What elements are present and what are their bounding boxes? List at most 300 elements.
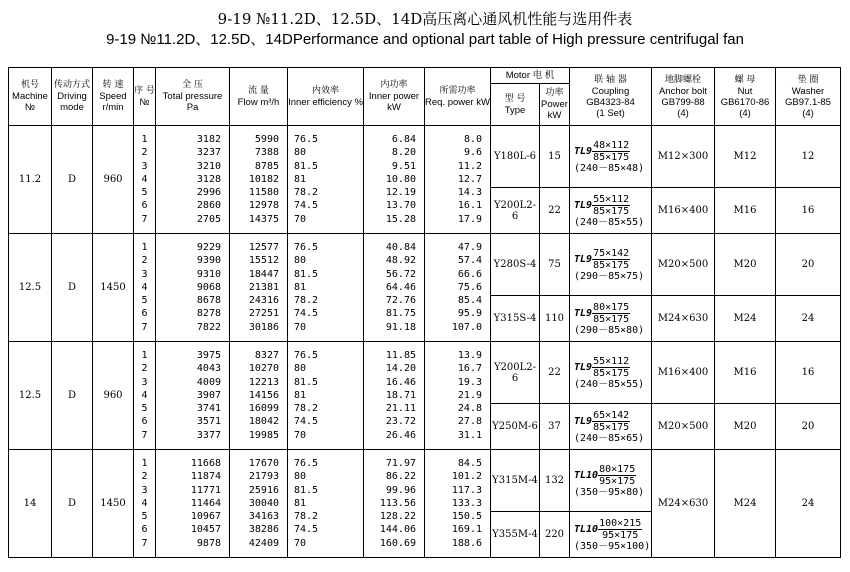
header-flow: 流 量 Flow m³/h (230, 68, 288, 126)
list-item: 7 (141, 429, 148, 441)
list-item: 70 (294, 321, 307, 333)
list-item: 3741 (196, 403, 221, 415)
list-item: 5990 (254, 134, 279, 146)
list-item: 2 (141, 363, 148, 375)
coupling-fraction (592, 302, 630, 325)
motor-power: 22 (540, 342, 570, 404)
list-item: 1 (141, 458, 148, 470)
list-item: 78.2 (294, 403, 319, 415)
header-coupling: 联 轴 器 Coupling GB4323-84 (1 Set) (570, 68, 652, 126)
list-item: 18447 (248, 268, 279, 280)
coupling-bore: (290－85×80) (574, 324, 645, 336)
list-item: 188.6 (451, 537, 482, 549)
list-item: 12.19 (385, 187, 416, 199)
list-item: 101.2 (451, 471, 482, 483)
header-inner-power: 内功率 Inner power kW (364, 68, 425, 126)
seq-list (134, 450, 156, 558)
list-item: 11.2 (457, 160, 482, 172)
list-item: 64.46 (385, 281, 416, 293)
header-machine: 机号 Machine № (9, 68, 52, 126)
list-item: 3 (141, 376, 148, 388)
speed: 960 (93, 342, 134, 450)
list-item: 17670 (248, 458, 279, 470)
motor-type: Y180L-6 (491, 126, 540, 188)
list-item: 76.5 (294, 458, 319, 470)
coupling-denominator: 85×175 (593, 205, 630, 217)
washer: 24 (776, 450, 841, 558)
washer: 20 (776, 404, 841, 450)
coupling-denominator: 85×175 (593, 259, 630, 271)
washer: 20 (776, 234, 841, 296)
list-item: 8.0 (463, 134, 482, 146)
list-item: 84.5 (457, 458, 482, 470)
list-item: 160.69 (379, 537, 416, 549)
flow-list (230, 234, 288, 342)
list-item: 42409 (248, 537, 279, 549)
list-item: 8.20 (391, 147, 416, 159)
list-item: 3 (141, 484, 148, 496)
anchor-bolt: M12×300 (652, 126, 715, 188)
list-item: 81 (294, 389, 307, 401)
motor-power: 37 (540, 404, 570, 450)
list-item: 76.5 (294, 242, 319, 254)
list-item: 3182 (196, 134, 221, 146)
list-item: 70 (294, 429, 307, 441)
driving-mode: D (52, 234, 93, 342)
coupling-numerator: 65×142 (593, 409, 630, 421)
list-item: 16.7 (457, 363, 482, 375)
header-total-pressure: 全 压 Total pressure Pa (156, 68, 230, 126)
anchor-bolt: M20×500 (652, 234, 715, 296)
seq-list (134, 234, 156, 342)
list-item: 150.5 (451, 511, 482, 523)
motor-type: Y250M-6 (491, 404, 540, 450)
list-item: 7 (141, 213, 148, 225)
list-item: 7 (141, 537, 148, 549)
header-motor-power: 功率 Power kW (540, 84, 570, 126)
list-item: 1 (141, 134, 148, 146)
list-item: 74.5 (294, 416, 319, 428)
coupling-code: TL9 (574, 145, 593, 157)
list-item: 12978 (248, 200, 279, 212)
list-item: 17.9 (457, 213, 482, 225)
list-item: 81.5 (294, 376, 319, 388)
list-item: 48.92 (385, 255, 416, 267)
list-item: 8785 (254, 160, 279, 172)
coupling-spec (570, 126, 652, 188)
list-item: 169.1 (451, 524, 482, 536)
list-item: 27251 (248, 308, 279, 320)
coupling-denominator: 95×175 (602, 529, 639, 541)
nut: M20 (715, 404, 776, 450)
list-item: 11.85 (385, 350, 416, 362)
header-nut: 螺 母 Nut GB6170-86 (4) (715, 68, 776, 126)
list-item: 21.9 (457, 389, 482, 401)
list-item: 81.75 (385, 308, 416, 320)
anchor-bolt: M20×500 (652, 404, 715, 450)
list-item: 75.6 (457, 281, 482, 293)
coupling-code: TL9 (574, 415, 593, 427)
nut: M24 (715, 450, 776, 558)
coupling-bore: (290－85×75) (574, 270, 645, 282)
list-item: 40.84 (385, 242, 416, 254)
coupling-code: TL9 (574, 199, 593, 211)
list-item: 5 (141, 187, 148, 199)
coupling-bore: (240－85×65) (574, 432, 645, 444)
table-body (9, 126, 841, 558)
motor-type: Y315S-4 (491, 296, 540, 342)
list-item: 16.46 (385, 376, 416, 388)
list-item: 6.84 (391, 134, 416, 146)
washer: 24 (776, 296, 841, 342)
motor-power: 132 (540, 450, 570, 512)
anchor-bolt: M24×630 (652, 296, 715, 342)
list-item: 9310 (196, 268, 221, 280)
flow-list (230, 342, 288, 450)
header-seq: 序 号 № (134, 68, 156, 126)
performance-table (8, 67, 841, 558)
list-item: 80 (294, 255, 307, 267)
list-item: 81.5 (294, 268, 319, 280)
req-power-list (425, 342, 491, 450)
list-item: 11771 (190, 484, 221, 496)
list-item: 78.2 (294, 295, 319, 307)
list-item: 2 (141, 471, 148, 483)
list-item: 91.18 (385, 321, 416, 333)
list-item: 144.06 (379, 524, 416, 536)
list-item: 117.3 (451, 484, 482, 496)
coupling-fraction (592, 410, 630, 433)
motor-power: 220 (540, 512, 570, 558)
list-item: 11668 (190, 458, 221, 470)
header-washer: 垫 圈 Washer GB97.1-85 (4) (776, 68, 841, 126)
coupling-denominator: 85×175 (593, 421, 630, 433)
coupling-denominator: 95×175 (599, 475, 636, 487)
machine-number: 12.5 (9, 342, 52, 450)
speed: 1450 (93, 234, 134, 342)
list-item: 12213 (248, 376, 279, 388)
table-row (9, 234, 841, 296)
list-item: 80 (294, 363, 307, 375)
list-item: 78.2 (294, 511, 319, 523)
header-req-power: 所需功率 Req. power kW (425, 68, 491, 126)
list-item: 18042 (248, 416, 279, 428)
coupling-spec (570, 342, 652, 404)
list-item: 80 (294, 147, 307, 159)
list-item: 9878 (196, 537, 221, 549)
coupling-fraction (592, 140, 630, 163)
list-item: 11874 (190, 471, 221, 483)
list-item: 6 (141, 200, 148, 212)
list-item: 4043 (196, 363, 221, 375)
nut: M12 (715, 126, 776, 188)
motor-type: Y315M-4 (491, 450, 540, 512)
pressure-list (156, 450, 230, 558)
list-item: 7822 (196, 321, 221, 333)
inner-power-list (364, 342, 425, 450)
title-chinese: 9-19 №11.2D、12.5D、14D高压离心通风机性能与选用件表 (217, 10, 633, 28)
coupling-fraction (598, 464, 636, 487)
list-item: 3571 (196, 416, 221, 428)
coupling-numerator: 55×112 (593, 193, 630, 205)
list-item: 113.56 (379, 497, 416, 509)
list-item: 38286 (248, 524, 279, 536)
list-item: 70 (294, 213, 307, 225)
driving-mode: D (52, 450, 93, 558)
list-item: 74.5 (294, 200, 319, 212)
list-item: 133.3 (451, 497, 482, 509)
list-item: 78.2 (294, 187, 319, 199)
motor-power: 15 (540, 126, 570, 188)
list-item: 2705 (196, 213, 221, 225)
list-item: 81.5 (294, 160, 319, 172)
motor-power: 22 (540, 188, 570, 234)
title-english: 9-19 №11.2D、12.5D、14DPerformance and optional part table of High pressure centrifugal fan (106, 31, 744, 48)
req-power-list (425, 126, 491, 234)
req-power-list (425, 234, 491, 342)
list-item: 10182 (248, 173, 279, 185)
table-row (9, 342, 841, 404)
list-item: 30186 (248, 321, 279, 333)
list-item: 14.3 (457, 187, 482, 199)
list-item: 7388 (254, 147, 279, 159)
list-item: 70 (294, 537, 307, 549)
header-inner-efficiency: 内效率 Inner efficiency % (288, 68, 364, 126)
coupling-bore: (350－95×80) (574, 486, 645, 498)
list-item: 4009 (196, 376, 221, 388)
list-item: 13.70 (385, 200, 416, 212)
list-item: 34163 (248, 511, 279, 523)
inner-power-list (364, 126, 425, 234)
machine-number: 11.2 (9, 126, 52, 234)
list-item: 128.22 (379, 511, 416, 523)
list-item: 27.8 (457, 416, 482, 428)
coupling-fraction (598, 518, 642, 541)
list-item: 2860 (196, 200, 221, 212)
coupling-fraction (592, 248, 630, 271)
list-item: 15512 (248, 255, 279, 267)
list-item: 4 (141, 389, 148, 401)
table-row (9, 126, 841, 188)
driving-mode: D (52, 126, 93, 234)
flow-list (230, 126, 288, 234)
list-item: 30040 (248, 497, 279, 509)
coupling-bore: (350－95×100) (574, 540, 651, 552)
list-item: 14.20 (385, 363, 416, 375)
list-item: 81.5 (294, 484, 319, 496)
list-item: 6 (141, 416, 148, 428)
header-driving-mode: 传动方式 Driving mode (52, 68, 93, 126)
list-item: 15.28 (385, 213, 416, 225)
efficiency-list (288, 234, 364, 342)
list-item: 10967 (190, 511, 221, 523)
coupling-fraction (592, 356, 630, 379)
list-item: 3907 (196, 389, 221, 401)
coupling-bore: (240－85×55) (574, 378, 645, 390)
coupling-spec (570, 404, 652, 450)
list-item: 19985 (248, 429, 279, 441)
table-row (9, 450, 841, 512)
list-item: 56.72 (385, 268, 416, 280)
list-item: 26.46 (385, 429, 416, 441)
coupling-denominator: 85×175 (593, 367, 630, 379)
list-item: 9229 (196, 242, 221, 254)
coupling-numerator: 75×142 (593, 247, 630, 259)
list-item: 81 (294, 497, 307, 509)
coupling-bore: (240－85×55) (574, 216, 645, 228)
list-item: 4 (141, 173, 148, 185)
list-item: 86.22 (385, 471, 416, 483)
washer: 16 (776, 188, 841, 234)
list-item: 18.71 (385, 389, 416, 401)
coupling-numerator: 55×112 (593, 355, 630, 367)
list-item: 21793 (248, 471, 279, 483)
list-item: 3377 (196, 429, 221, 441)
list-item: 76.5 (294, 350, 319, 362)
machine-number: 12.5 (9, 234, 52, 342)
speed: 1450 (93, 450, 134, 558)
pressure-list (156, 342, 230, 450)
motor-type: Y355M-4 (491, 512, 540, 558)
motor-power: 75 (540, 234, 570, 296)
efficiency-list (288, 450, 364, 558)
coupling-denominator: 85×175 (593, 313, 630, 325)
list-item: 12577 (248, 242, 279, 254)
driving-mode: D (52, 342, 93, 450)
list-item: 6 (141, 524, 148, 536)
efficiency-list (288, 342, 364, 450)
req-power-list (425, 450, 491, 558)
inner-power-list (364, 234, 425, 342)
list-item: 8327 (254, 350, 279, 362)
seq-list (134, 126, 156, 234)
nut: M16 (715, 188, 776, 234)
coupling-numerator: 80×175 (593, 301, 630, 313)
header-motor-type: 型 号 Type (491, 84, 540, 126)
list-item: 2 (141, 255, 148, 267)
washer: 16 (776, 342, 841, 404)
pressure-list (156, 234, 230, 342)
anchor-bolt: M24×630 (652, 450, 715, 558)
list-item: 10270 (248, 363, 279, 375)
list-item: 14156 (248, 389, 279, 401)
list-item: 85.4 (457, 295, 482, 307)
list-item: 80 (294, 471, 307, 483)
nut: M24 (715, 296, 776, 342)
list-item: 6 (141, 308, 148, 320)
list-item: 9.51 (391, 160, 416, 172)
coupling-code: TL9 (574, 253, 593, 265)
coupling-fraction (592, 194, 630, 217)
list-item: 3210 (196, 160, 221, 172)
anchor-bolt: M16×400 (652, 188, 715, 234)
list-item: 21.11 (385, 403, 416, 415)
list-item: 8678 (196, 295, 221, 307)
coupling-numerator: 100×215 (599, 517, 642, 529)
list-item: 3 (141, 160, 148, 172)
list-item: 9068 (196, 281, 221, 293)
list-item: 10.80 (385, 173, 416, 185)
list-item: 5 (141, 295, 148, 307)
nut: M16 (715, 342, 776, 404)
efficiency-list (288, 126, 364, 234)
coupling-code: TL10 (574, 523, 599, 535)
seq-list (134, 342, 156, 450)
list-item: 71.97 (385, 458, 416, 470)
coupling-code: TL9 (574, 361, 593, 373)
coupling-code: TL9 (574, 307, 593, 319)
list-item: 12.7 (457, 173, 482, 185)
coupling-spec (570, 512, 652, 558)
list-item: 5 (141, 403, 148, 415)
list-item: 81 (294, 173, 307, 185)
motor-power: 110 (540, 296, 570, 342)
nut: M20 (715, 234, 776, 296)
list-item: 9390 (196, 255, 221, 267)
list-item: 24316 (248, 295, 279, 307)
coupling-spec (570, 450, 652, 512)
list-item: 23.72 (385, 416, 416, 428)
motor-type: Y200L2-6 (491, 342, 540, 404)
list-item: 57.4 (457, 255, 482, 267)
list-item: 24.8 (457, 403, 482, 415)
list-item: 25916 (248, 484, 279, 496)
list-item: 7 (141, 321, 148, 333)
list-item: 74.5 (294, 524, 319, 536)
coupling-denominator: 85×175 (593, 151, 630, 163)
anchor-bolt: M16×400 (652, 342, 715, 404)
list-item: 3 (141, 268, 148, 280)
list-item: 10457 (190, 524, 221, 536)
flow-list (230, 450, 288, 558)
list-item: 13.9 (457, 350, 482, 362)
list-item: 99.96 (385, 484, 416, 496)
list-item: 5 (141, 511, 148, 523)
list-item: 21381 (248, 281, 279, 293)
list-item: 74.5 (294, 308, 319, 320)
list-item: 9.6 (463, 147, 482, 159)
list-item: 3975 (196, 350, 221, 362)
list-item: 66.6 (457, 268, 482, 280)
list-item: 11464 (190, 497, 221, 509)
header-anchor-bolt: 地脚螺栓 Anchor bolt GB799-88 (4) (652, 68, 715, 126)
list-item: 81 (294, 281, 307, 293)
list-item: 3128 (196, 173, 221, 185)
list-item: 4 (141, 281, 148, 293)
list-item: 14375 (248, 213, 279, 225)
list-item: 2996 (196, 187, 221, 199)
motor-type: Y280S-4 (491, 234, 540, 296)
speed: 960 (93, 126, 134, 234)
list-item: 19.3 (457, 376, 482, 388)
machine-number: 14 (9, 450, 52, 558)
list-item: 1 (141, 242, 148, 254)
coupling-numerator: 48×112 (593, 139, 630, 151)
header-speed: 转 速 Speed r/min (93, 68, 134, 126)
list-item: 3237 (196, 147, 221, 159)
list-item: 16099 (248, 403, 279, 415)
list-item: 76.5 (294, 134, 319, 146)
list-item: 107.0 (451, 321, 482, 333)
coupling-numerator: 80×175 (599, 463, 636, 475)
header-motor: Motor 电 机 (491, 68, 570, 84)
coupling-spec (570, 188, 652, 234)
list-item: 31.1 (457, 429, 482, 441)
list-item: 1 (141, 350, 148, 362)
motor-type: Y200L2-6 (491, 188, 540, 234)
list-item: 72.76 (385, 295, 416, 307)
list-item: 11580 (248, 187, 279, 199)
